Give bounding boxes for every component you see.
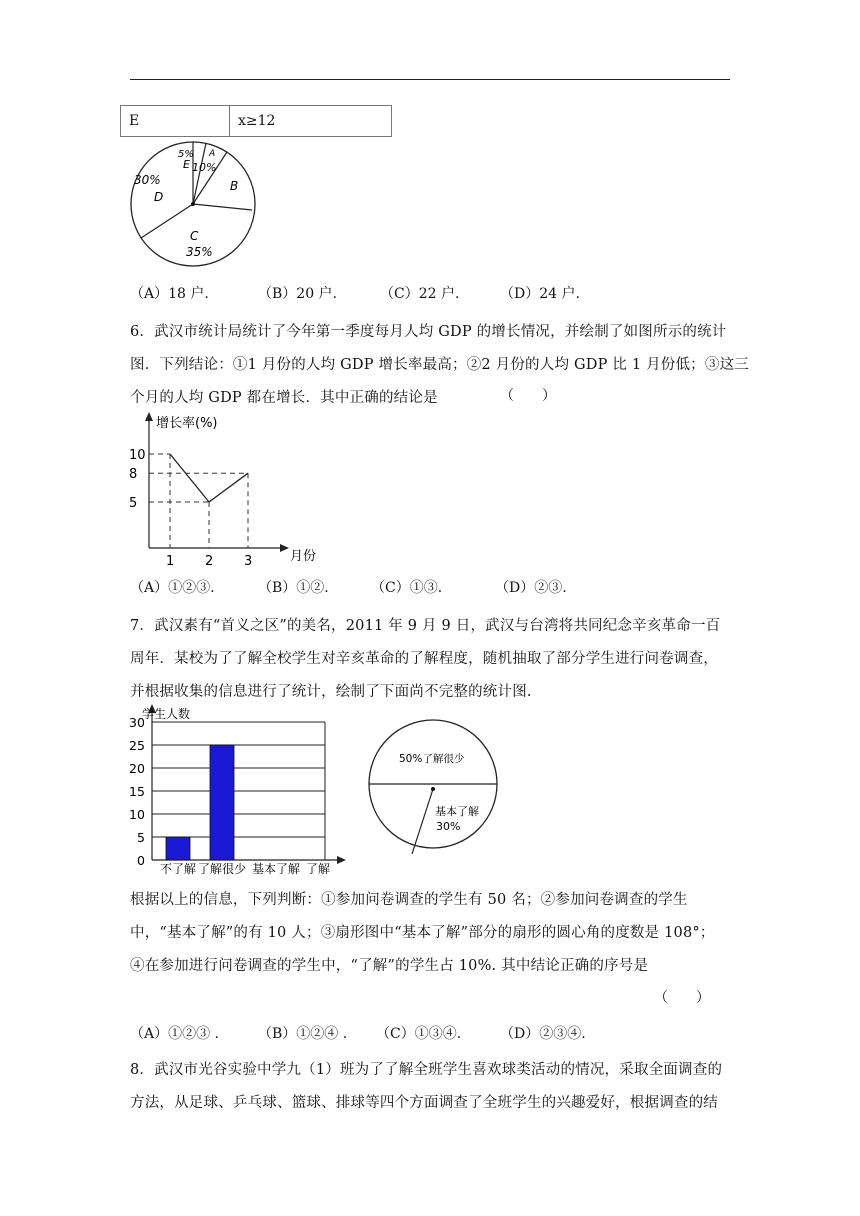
q7-judgement-line-2: 中，“基本了解”的有 10 人；③扇形图中“基本了解”部分的扇形的圆心角的度数是 108°； (130, 925, 715, 941)
pie-chart-understanding (366, 704, 500, 858)
bar-chart-y-tick: 30 (129, 715, 145, 730)
bar-chart-x-arrow (337, 856, 346, 864)
q7-answer-paren: （ ） (654, 990, 710, 1006)
pie2-label-basic-pct: 30% (436, 820, 461, 833)
q5-option-b: （B）20 户. (258, 286, 338, 302)
bar-chart-category-label: 不了解 (159, 862, 197, 876)
line-chart-y-tick: 8 (129, 467, 138, 483)
line-chart-x-tick: 1 (166, 554, 175, 568)
pie1-label-e-pct: 5% (178, 149, 194, 160)
q6-text-line-1: 6．武汉市统计局统计了今年第一季度每月人均 GDP 的增长情况，并绘制了如图所示的统计 (130, 324, 727, 340)
pie1-label-a: A (209, 149, 216, 159)
q7-judgement-line-3: ④在参加进行问卷调查的学生中，“了解”的学生占 10%. 其中结论正确的序号是 (130, 958, 649, 974)
table-cell-range: x≥12 (230, 106, 392, 137)
line-chart-y-arrow (145, 412, 153, 421)
bar-chart-category-label: 了解 (305, 862, 331, 876)
bar-chart-y-tick: 5 (137, 830, 145, 845)
line-chart-x-tick: 3 (244, 554, 253, 568)
q7-option-a: （A）①②③ . (130, 1026, 220, 1042)
q6-text-line-2: 图．下列结论：①1 月份的人均 GDP 增长率最高；②2 月份的人均 GDP 比 1 月份低；③这三 (130, 357, 749, 373)
q7-option-c: （C）①③④. (376, 1026, 462, 1042)
bar-chart-students (128, 704, 353, 876)
q6-option-a: （A）①②③. (130, 580, 215, 596)
q6-answer-paren: （ ） (500, 388, 556, 404)
line-chart-series (170, 454, 248, 502)
q8-text-line-1: 8．武汉市光谷实验中学九（1）班为了了解全班学生喜欢球类活动的情况，采取全面调查的 (130, 1062, 723, 1078)
q5-option-c: （C）22 户. (380, 286, 460, 302)
line-chart-y-label: 增长率(%) (156, 416, 218, 431)
bar-chart-y-label: 学生人数 (142, 707, 191, 721)
pie1-label-b: B (230, 179, 239, 193)
pie1-label-d-pct: 30% (134, 173, 161, 187)
bar-chart-y-tick: 10 (129, 807, 145, 822)
line-chart-x-arrow (280, 544, 289, 552)
pie1-label-a-pct: 10% (192, 161, 217, 174)
line-chart-x-label: 月份 (290, 549, 317, 564)
line-chart-y-tick: 5 (129, 496, 138, 511)
q7-text-line-3: 并根据收集的信息进行了统计，绘制了下面尚不完整的统计图. (130, 684, 532, 700)
line-chart-x-tick: 2 (205, 554, 214, 568)
bar-chart-bar (166, 837, 190, 860)
bar-chart-bar (210, 745, 234, 860)
q8-text-line-2: 方法，从足球、乒乓球、篮球、排球等四个方面调查了全班学生的兴趣爱好，根据调查的结 (130, 1095, 718, 1111)
bar-chart-y-tick: 15 (129, 784, 145, 799)
q7-text-line-1: 7．武汉素有“首义之区”的美名，2011 年 9 月 9 日，武汉与台湾将共同纪念辛亥革命一百 (130, 618, 721, 634)
frequency-table-row (120, 105, 392, 137)
line-chart-gdp-growth (125, 410, 340, 568)
pie1-label-d: D (154, 190, 164, 204)
q7-option-d: （D）②③④. (500, 1026, 586, 1042)
pie2-divider (412, 789, 433, 854)
q7-option-b: （B）①②④ . (258, 1026, 348, 1042)
q7-judgement-line-1: 根据以上的信息，下列判断：①参加问卷调查的学生有 50 名；②参加问卷调查的学生 (130, 892, 688, 908)
pie1-divider-c-d (141, 204, 193, 238)
q7-text-line-2: 周年．某校为了了解全校学生对辛亥革命的了解程度，随机抽取了部分学生进行问卷调查， (130, 651, 718, 667)
table-cell-group: E (121, 106, 230, 137)
q6-option-b: （B）①②. (258, 580, 329, 596)
line-chart-y-tick: 10 (129, 448, 146, 463)
q6-option-d: （D）②③. (495, 580, 567, 596)
q5-option-d: （D）24 户. (500, 286, 580, 302)
q5-option-a: （A）18 户. (130, 286, 209, 302)
pie2-label-basic: 基本了解 (435, 805, 479, 818)
pie1-label-e: E (183, 158, 190, 171)
pie1-label-c: C (190, 229, 199, 243)
header-rule (130, 79, 730, 80)
pie1-label-c-pct: 35% (186, 245, 213, 259)
pie1-divider-b-c (193, 204, 252, 210)
bar-chart-y-tick: 25 (129, 738, 145, 753)
bar-chart-category-label: 基本了解 (251, 862, 301, 876)
bar-chart-y-tick: 20 (129, 761, 145, 776)
bar-chart-category-label: 了解很少 (197, 862, 247, 876)
pie2-center (431, 787, 435, 791)
q6-text-line-3: 个月的人均 GDP 都在增长．其中正确的结论是 (130, 390, 438, 406)
pie-chart-households (126, 140, 258, 270)
pie1-center (191, 202, 195, 206)
q6-option-c: （C）①③. (371, 580, 443, 596)
pie2-label-little: 50%了解很少 (399, 753, 465, 765)
bar-chart-y-tick: 0 (137, 853, 145, 868)
